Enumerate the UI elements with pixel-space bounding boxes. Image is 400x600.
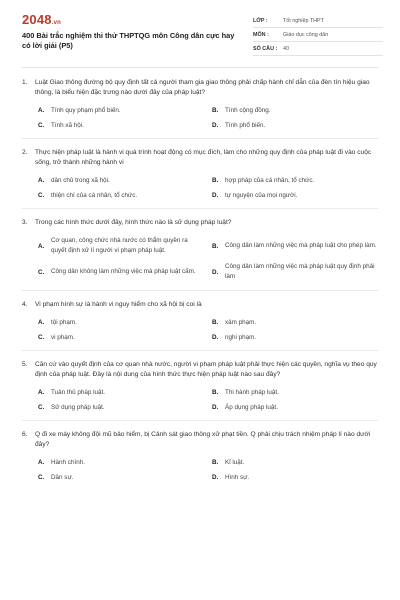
logo-suffix: .vn [51, 20, 62, 26]
option-key: C. [38, 122, 45, 129]
option-key: B. [212, 459, 219, 466]
option-text: xâm phạm. [225, 319, 257, 326]
option-text: Hình sự. [225, 474, 250, 481]
option-key: C. [38, 268, 45, 276]
question-number: 4. [22, 301, 28, 308]
question-item [22, 218, 378, 291]
option-key: D. [212, 122, 219, 129]
question-text: Q đi xe máy không đội mũ bảo hiểm, bị Cảnh sát giao thông xử phạt tiền. Q phải chịu trách nhiệm pháp lí nào dưới đây? [35, 431, 371, 448]
question-number: 2. [22, 149, 28, 156]
option-text: Tính xã hội. [51, 122, 84, 129]
option-key: C. [38, 334, 45, 341]
answer-option[interactable] [212, 458, 378, 467]
answer-option[interactable] [212, 388, 378, 397]
question-number: 6. [22, 431, 28, 438]
document-title: 400 Bài trắc nghiệm thi thử THPTQG môn Công dân cực hay có lời giải (P5) [22, 31, 235, 50]
answer-option[interactable] [38, 176, 204, 185]
document-meta [253, 14, 383, 56]
option-key: A. [38, 177, 45, 184]
option-key: C. [38, 404, 45, 411]
meta-row-count [253, 42, 383, 56]
option-key: B. [212, 319, 219, 326]
option-text: Công dân làm những việc mà pháp luật cho phép làm. [225, 242, 377, 249]
answer-option[interactable] [38, 318, 204, 327]
option-text: Cơ quan, công chức nhà nước có thẩm quyền ra quyết định xử lí người vi phạm pháp luật. [51, 237, 188, 254]
option-key: D. [212, 404, 219, 411]
option-text: Tính cộng đồng. [225, 107, 271, 114]
option-text: Sử dụng pháp luật. [51, 404, 105, 411]
question-item [22, 148, 378, 209]
meta-label: MÔN : [253, 31, 269, 38]
answer-option[interactable] [38, 403, 204, 412]
option-text: Kỉ luật. [225, 459, 245, 466]
answer-options [22, 176, 378, 200]
meta-row-class [253, 14, 383, 28]
meta-label: LỚP : [253, 17, 268, 24]
answer-option[interactable] [38, 121, 204, 130]
question-text: Luật Giao thông đường bộ quy định tất cả người tham gia giao thông phải chấp hành chỉ dẫn của đèn tín hiệu giao thông, là biểu hiện đặc trưng nào dưới đây của pháp luật? [35, 79, 370, 96]
question-number: 1. [22, 79, 28, 86]
option-text: nghi phạm. [225, 334, 257, 341]
answer-option[interactable] [38, 236, 204, 256]
option-text: dân chủ trong xã hội. [51, 177, 110, 184]
question-number: 5. [22, 361, 28, 368]
question-text: Vi phạm hình sự là hành vi nguy hiểm cho xã hội bị coi là [35, 301, 202, 308]
answer-option[interactable] [38, 191, 204, 200]
answer-option[interactable] [212, 262, 378, 282]
option-text: tự nguyện của mọi người. [225, 192, 298, 199]
answer-options [22, 388, 378, 412]
answer-options [22, 236, 378, 282]
option-key: B. [212, 389, 219, 396]
question-list [22, 78, 378, 499]
answer-option[interactable] [212, 106, 378, 115]
option-text: Áp dụng pháp luật. [225, 404, 278, 411]
option-text: Tuân thủ pháp luật. [51, 389, 106, 396]
document-header [0, 0, 400, 64]
answer-option[interactable] [212, 236, 378, 256]
option-key: D. [212, 334, 219, 341]
question-item [22, 430, 378, 490]
logo-main: 2048 [22, 12, 52, 27]
option-text: Công dân không làm những việc mà pháp luật cấm. [51, 268, 196, 275]
answer-options [22, 458, 378, 482]
meta-value: Giáo dục công dân [283, 31, 329, 38]
question-text: Căn cứ vào quyết định của cơ quan nhà nước, người vi phạm pháp luật phải thực hiện các quyền, nghĩa vụ theo quy định của pháp luật. Đây là nội dung của hình thức thực hiện pháp luật nào sau đây? [35, 361, 377, 378]
question-number: 3. [22, 219, 28, 226]
answer-option[interactable] [212, 473, 378, 482]
answer-option[interactable] [212, 121, 378, 130]
option-text: Hành chính. [51, 459, 85, 466]
option-text: tội phạm. [51, 319, 77, 326]
option-text: vi phạm. [51, 334, 75, 341]
answer-option[interactable] [212, 403, 378, 412]
option-key: C. [38, 474, 45, 481]
option-key: B. [212, 107, 219, 114]
meta-value: 40 [283, 45, 289, 52]
answer-option[interactable] [38, 333, 204, 342]
option-key: A. [38, 389, 45, 396]
option-key: B. [212, 242, 219, 250]
answer-option[interactable] [38, 262, 204, 282]
question-item [22, 78, 378, 139]
option-key: D. [212, 268, 219, 276]
option-text: Dân sự. [51, 474, 74, 481]
question-text: Trong các hình thức dưới đây, hình thức nào là sử dụng pháp luật? [35, 219, 232, 226]
option-text: Công dân làm những việc mà pháp luật quy định phải làm [225, 263, 375, 280]
option-text: hợp pháp của cá nhân, tổ chức. [225, 177, 315, 184]
meta-label: SỐ CÂU : [253, 45, 278, 52]
answer-options [22, 318, 378, 342]
answer-option[interactable] [212, 191, 378, 200]
option-text: Tính phổ biến. [225, 122, 266, 129]
option-key: B. [212, 177, 219, 184]
site-logo[interactable] [22, 12, 61, 27]
meta-row-subject [253, 28, 383, 42]
answer-option[interactable] [212, 318, 378, 327]
question-item [22, 300, 378, 351]
option-key: A. [38, 242, 45, 250]
option-key: A. [38, 319, 45, 326]
answer-option[interactable] [212, 176, 378, 185]
option-text: Thi hành pháp luật. [225, 389, 279, 396]
option-key: D. [212, 192, 219, 199]
answer-option[interactable] [38, 106, 204, 115]
question-item [22, 360, 378, 421]
answer-option[interactable] [38, 388, 204, 397]
option-key: D. [212, 474, 219, 481]
answer-options [22, 106, 378, 130]
answer-option[interactable] [38, 458, 204, 467]
option-text: thiện chí của cá nhân, tổ chức. [51, 192, 138, 199]
header-divider [22, 67, 378, 68]
option-key: A. [38, 459, 45, 466]
question-text: Thực hiện pháp luật là hành vi quá trình hoạt động có mục đích, làm cho những quy định của pháp luật đi vào cuộc sống, trở thành những hành vi [35, 149, 372, 166]
answer-option[interactable] [212, 333, 378, 342]
meta-value: Tốt nghiệp THPT [283, 17, 324, 24]
option-key: C. [38, 192, 45, 199]
option-text: Tính quy phạm phổ biến. [51, 107, 121, 114]
answer-option[interactable] [38, 473, 204, 482]
option-key: A. [38, 107, 45, 114]
